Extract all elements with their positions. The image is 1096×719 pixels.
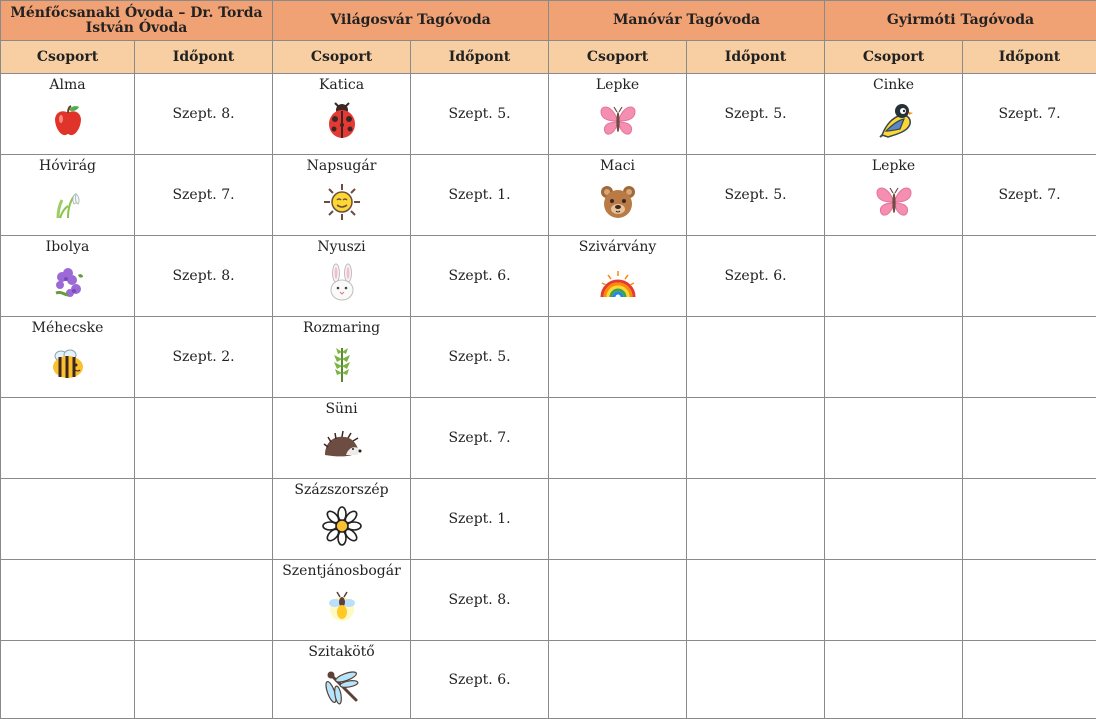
time-cell: Szept. 5. — [411, 74, 549, 155]
kindergarten-name: Gyirmóti Tagóvoda — [825, 1, 1096, 41]
empty-cell — [687, 641, 825, 719]
time-cell: Szept. 6. — [687, 236, 825, 317]
empty-cell — [825, 398, 963, 479]
time-column-header: Időpont — [411, 41, 549, 74]
time-cell: Szept. 7. — [411, 398, 549, 479]
group-name: Maci — [549, 155, 686, 175]
time-cell: Szept. 6. — [411, 641, 549, 719]
violet-flower-icon — [48, 263, 88, 303]
sun-icon — [322, 182, 362, 222]
empty-cell — [549, 560, 687, 641]
group-cell — [273, 560, 411, 641]
table-row — [1, 155, 1096, 236]
group-cell — [273, 236, 411, 317]
teddy-bear-icon — [598, 182, 638, 222]
empty-cell — [687, 479, 825, 560]
group-cell — [825, 74, 963, 155]
time-cell: Szept. 5. — [687, 74, 825, 155]
group-name: Szivárvány — [549, 236, 686, 256]
empty-cell — [687, 317, 825, 398]
group-name: Süni — [273, 398, 410, 418]
empty-cell — [549, 479, 687, 560]
kindergarten-name: Manóvár Tagóvoda — [549, 1, 825, 41]
empty-cell — [135, 641, 273, 719]
bunny-icon — [322, 263, 362, 303]
group-cell — [273, 641, 411, 719]
apple-icon — [48, 101, 88, 141]
group-cell — [1, 155, 135, 236]
empty-cell — [963, 236, 1096, 317]
group-cell — [273, 479, 411, 560]
time-cell: Szept. 1. — [411, 479, 549, 560]
group-name: Katica — [273, 74, 410, 94]
empty-cell — [135, 398, 273, 479]
group-cell — [825, 155, 963, 236]
group-name: Ibolya — [1, 236, 134, 256]
empty-cell — [963, 641, 1096, 719]
column-header-row — [1, 41, 1096, 74]
group-name: Hóvirág — [1, 155, 134, 175]
group-name: Lepke — [549, 74, 686, 94]
group-cell — [1, 236, 135, 317]
table-row — [1, 317, 1096, 398]
table-row — [1, 479, 1096, 560]
time-cell: Szept. 7. — [963, 155, 1096, 236]
table-row — [1, 641, 1096, 719]
time-column-header: Időpont — [135, 41, 273, 74]
group-column-header: Csoport — [549, 41, 687, 74]
empty-cell — [963, 317, 1096, 398]
group-cell — [1, 317, 135, 398]
group-cell — [273, 317, 411, 398]
empty-cell — [825, 641, 963, 719]
time-cell: Szept. 8. — [135, 236, 273, 317]
empty-cell — [1, 641, 135, 719]
group-cell — [549, 155, 687, 236]
empty-cell — [1, 560, 135, 641]
group-column-header: Csoport — [273, 41, 411, 74]
group-name: Rozmaring — [273, 317, 410, 337]
time-cell: Szept. 6. — [411, 236, 549, 317]
group-cell — [273, 74, 411, 155]
group-name: Alma — [1, 74, 134, 94]
empty-cell — [1, 479, 135, 560]
time-cell: Szept. 8. — [411, 560, 549, 641]
butterfly-icon — [598, 101, 638, 141]
hedgehog-icon — [322, 425, 362, 465]
group-cell — [273, 398, 411, 479]
firefly-icon — [322, 587, 362, 627]
table-row — [1, 236, 1096, 317]
time-cell: Szept. 1. — [411, 155, 549, 236]
titmouse-bird-icon — [874, 101, 914, 141]
empty-cell — [825, 560, 963, 641]
empty-cell — [135, 560, 273, 641]
rosemary-icon — [322, 344, 362, 384]
empty-cell — [549, 641, 687, 719]
snowdrop-icon — [48, 182, 88, 222]
group-name: Lepke — [825, 155, 962, 175]
group-name: Szitakötő — [273, 641, 410, 661]
group-cell — [549, 74, 687, 155]
table-row — [1, 560, 1096, 641]
empty-cell — [963, 479, 1096, 560]
time-cell: Szept. 5. — [687, 155, 825, 236]
group-cell — [549, 236, 687, 317]
group-cell — [1, 74, 135, 155]
group-name: Százszorszép — [273, 479, 410, 499]
butterfly-icon — [874, 182, 914, 222]
table-row — [1, 74, 1096, 155]
group-name: Méhecske — [1, 317, 134, 337]
time-column-header: Időpont — [963, 41, 1096, 74]
group-name: Szentjánosbogár — [273, 560, 410, 580]
empty-cell — [549, 317, 687, 398]
daisy-icon — [322, 506, 362, 546]
group-name: Cinke — [825, 74, 962, 94]
empty-cell — [825, 236, 963, 317]
time-cell: Szept. 7. — [963, 74, 1096, 155]
empty-cell — [687, 560, 825, 641]
rainbow-icon — [598, 263, 638, 303]
time-column-header: Időpont — [687, 41, 825, 74]
empty-cell — [963, 398, 1096, 479]
empty-cell — [1, 398, 135, 479]
kindergarten-header-row — [1, 1, 1096, 41]
empty-cell — [549, 398, 687, 479]
ladybug-icon — [322, 101, 362, 141]
kindergarten-name: Világosvár Tagóvoda — [273, 1, 549, 41]
empty-cell — [825, 317, 963, 398]
group-column-header: Csoport — [825, 41, 963, 74]
bee-icon — [48, 344, 88, 384]
dragonfly-icon — [322, 668, 362, 708]
group-column-header: Csoport — [1, 41, 135, 74]
table-row — [1, 398, 1096, 479]
empty-cell — [687, 398, 825, 479]
time-cell: Szept. 2. — [135, 317, 273, 398]
empty-cell — [825, 479, 963, 560]
time-cell: Szept. 8. — [135, 74, 273, 155]
time-cell: Szept. 5. — [411, 317, 549, 398]
group-name: Napsugár — [273, 155, 410, 175]
group-cell — [273, 155, 411, 236]
group-name: Nyuszi — [273, 236, 410, 256]
empty-cell — [963, 560, 1096, 641]
time-cell: Szept. 7. — [135, 155, 273, 236]
schedule-body — [1, 74, 1096, 719]
empty-cell — [135, 479, 273, 560]
kindergarten-name: Ménfőcsanaki Óvoda – Dr. Torda István Óvoda — [1, 1, 273, 41]
